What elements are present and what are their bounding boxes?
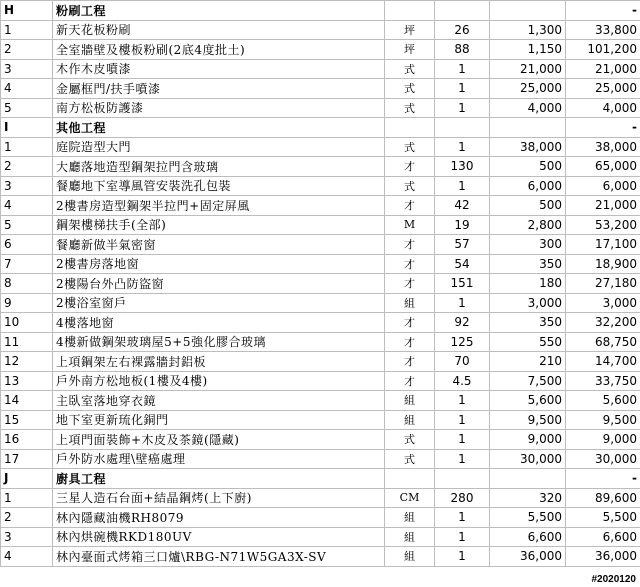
cell-price: 2,800 bbox=[490, 215, 566, 235]
section-qty-cell bbox=[435, 469, 490, 489]
cell-desc: 2樓書房造型鋼架半拉門+固定屏風 bbox=[53, 196, 385, 216]
cell-total: 27,180 bbox=[566, 274, 640, 294]
cell-no: 17 bbox=[1, 449, 53, 469]
table-row bbox=[1, 98, 640, 118]
section-price-cell bbox=[490, 469, 566, 489]
cell-unit: 式 bbox=[385, 79, 435, 99]
cell-price: 9,500 bbox=[490, 410, 566, 430]
cell-desc: 林內隱藏油機RH8079 bbox=[53, 508, 385, 528]
table-row bbox=[1, 215, 640, 235]
table-row bbox=[1, 410, 640, 430]
cell-desc: 全室牆壁及樓板粉刷(2底4度批土) bbox=[53, 40, 385, 60]
cell-no: 2 bbox=[1, 508, 53, 528]
cell-price: 300 bbox=[490, 235, 566, 255]
cell-desc: 金屬框門/扶手噴漆 bbox=[53, 79, 385, 99]
cell-price: 500 bbox=[490, 196, 566, 216]
section-code: H bbox=[1, 1, 53, 21]
cell-desc: 餐廳地下室導風管安裝洗孔包裝 bbox=[53, 176, 385, 196]
cell-price: 38,000 bbox=[490, 137, 566, 157]
cell-unit: 式 bbox=[385, 137, 435, 157]
cell-unit: 坪 bbox=[385, 40, 435, 60]
cell-desc: 鋼架樓梯扶手(全部) bbox=[53, 215, 385, 235]
cell-no: 11 bbox=[1, 332, 53, 352]
cell-unit: 式 bbox=[385, 98, 435, 118]
section-unit-cell bbox=[385, 469, 435, 489]
cell-total: 6,600 bbox=[566, 527, 640, 547]
cell-total: 18,900 bbox=[566, 254, 640, 274]
cell-total: 33,800 bbox=[566, 20, 640, 40]
cell-no: 13 bbox=[1, 371, 53, 391]
cell-qty: 280 bbox=[435, 488, 490, 508]
cell-qty: 1 bbox=[435, 79, 490, 99]
cell-price: 1,300 bbox=[490, 20, 566, 40]
cell-desc: 餐廳新做半氣密窗 bbox=[53, 235, 385, 255]
cell-total: 4,000 bbox=[566, 98, 640, 118]
cell-total: 53,200 bbox=[566, 215, 640, 235]
section-header-row bbox=[1, 118, 640, 138]
cell-no: 16 bbox=[1, 430, 53, 450]
table-row bbox=[1, 157, 640, 177]
cell-price: 350 bbox=[490, 254, 566, 274]
cell-total: 36,000 bbox=[566, 547, 640, 567]
cell-desc: 4樓新做鋼架玻璃屋5+5強化膠合玻璃 bbox=[53, 332, 385, 352]
section-header-row bbox=[1, 1, 640, 21]
cell-unit: 式 bbox=[385, 176, 435, 196]
table-row bbox=[1, 508, 640, 528]
cell-qty: 42 bbox=[435, 196, 490, 216]
cell-qty: 19 bbox=[435, 215, 490, 235]
cell-unit: 才 bbox=[385, 371, 435, 391]
cell-total: 33,750 bbox=[566, 371, 640, 391]
cell-qty: 1 bbox=[435, 527, 490, 547]
quotation-table-body bbox=[1, 1, 640, 567]
cell-qty: 1 bbox=[435, 98, 490, 118]
cell-no: 3 bbox=[1, 527, 53, 547]
cell-qty: 54 bbox=[435, 254, 490, 274]
table-row bbox=[1, 488, 640, 508]
cell-no: 4 bbox=[1, 79, 53, 99]
table-row bbox=[1, 430, 640, 450]
cell-no: 8 bbox=[1, 274, 53, 294]
cell-unit: 組 bbox=[385, 410, 435, 430]
table-row bbox=[1, 254, 640, 274]
cell-total: 38,000 bbox=[566, 137, 640, 157]
cell-price: 1,150 bbox=[490, 40, 566, 60]
cell-desc: 庭院造型大門 bbox=[53, 137, 385, 157]
cell-desc: 戶外南方松地板(1樓及4樓) bbox=[53, 371, 385, 391]
cell-qty: 1 bbox=[435, 430, 490, 450]
cell-total: 6,000 bbox=[566, 176, 640, 196]
table-row bbox=[1, 371, 640, 391]
table-row bbox=[1, 527, 640, 547]
cell-no: 7 bbox=[1, 254, 53, 274]
cell-unit: 組 bbox=[385, 391, 435, 411]
table-row bbox=[1, 274, 640, 294]
section-total-cell: - bbox=[566, 469, 640, 489]
cell-qty: 1 bbox=[435, 137, 490, 157]
section-header-row bbox=[1, 469, 640, 489]
section-unit-cell bbox=[385, 1, 435, 21]
table-row bbox=[1, 235, 640, 255]
cell-desc: 2樓陽台外凸防盜窗 bbox=[53, 274, 385, 294]
cell-no: 3 bbox=[1, 59, 53, 79]
cell-unit: M bbox=[385, 215, 435, 235]
cell-desc: 上項門面裝飾+木皮及茶鏡(隱藏) bbox=[53, 430, 385, 450]
cell-price: 7,500 bbox=[490, 371, 566, 391]
section-price-cell bbox=[490, 1, 566, 21]
cell-price: 5,500 bbox=[490, 508, 566, 528]
cell-desc: 新天花板粉刷 bbox=[53, 20, 385, 40]
cell-qty: 1 bbox=[435, 410, 490, 430]
section-unit-cell bbox=[385, 118, 435, 138]
cell-no: 5 bbox=[1, 215, 53, 235]
cell-qty: 1 bbox=[435, 176, 490, 196]
cell-desc: 2樓浴室窗戶 bbox=[53, 293, 385, 313]
cell-unit: 式 bbox=[385, 449, 435, 469]
cell-total: 3,000 bbox=[566, 293, 640, 313]
image-id-stamp: #2020120 bbox=[591, 574, 636, 585]
table-row bbox=[1, 547, 640, 567]
table-row bbox=[1, 332, 640, 352]
cell-no: 15 bbox=[1, 410, 53, 430]
cell-qty: 92 bbox=[435, 313, 490, 333]
cell-unit: 式 bbox=[385, 59, 435, 79]
table-row bbox=[1, 176, 640, 196]
cell-unit: 才 bbox=[385, 332, 435, 352]
cell-desc: 南方松板防護漆 bbox=[53, 98, 385, 118]
cell-price: 320 bbox=[490, 488, 566, 508]
section-qty-cell bbox=[435, 1, 490, 21]
cell-no: 1 bbox=[1, 488, 53, 508]
table-row bbox=[1, 352, 640, 372]
cell-total: 5,600 bbox=[566, 391, 640, 411]
cell-no: 6 bbox=[1, 235, 53, 255]
cell-no: 2 bbox=[1, 157, 53, 177]
cell-desc: 上項鋼架左右裸露牆封鋁板 bbox=[53, 352, 385, 372]
table-row bbox=[1, 293, 640, 313]
cell-qty: 151 bbox=[435, 274, 490, 294]
cell-desc: 4樓落地窗 bbox=[53, 313, 385, 333]
cell-unit: 式 bbox=[385, 430, 435, 450]
cell-price: 36,000 bbox=[490, 547, 566, 567]
cell-no: 14 bbox=[1, 391, 53, 411]
cell-unit: 才 bbox=[385, 352, 435, 372]
section-total-cell: - bbox=[566, 118, 640, 138]
table-row bbox=[1, 79, 640, 99]
cell-unit: 坪 bbox=[385, 20, 435, 40]
section-title: 其他工程 bbox=[53, 118, 385, 138]
table-row bbox=[1, 449, 640, 469]
cell-unit: 才 bbox=[385, 235, 435, 255]
cell-qty: 1 bbox=[435, 391, 490, 411]
cell-no: 1 bbox=[1, 137, 53, 157]
section-code: J bbox=[1, 469, 53, 489]
table-row bbox=[1, 391, 640, 411]
cell-unit: 組 bbox=[385, 293, 435, 313]
cell-price: 21,000 bbox=[490, 59, 566, 79]
cell-no: 4 bbox=[1, 196, 53, 216]
cell-qty: 57 bbox=[435, 235, 490, 255]
cell-no: 3 bbox=[1, 176, 53, 196]
table-row bbox=[1, 20, 640, 40]
cell-price: 30,000 bbox=[490, 449, 566, 469]
cell-unit: 才 bbox=[385, 254, 435, 274]
section-title: 粉刷工程 bbox=[53, 1, 385, 21]
cell-desc: 主臥室落地穿衣鏡 bbox=[53, 391, 385, 411]
table-row bbox=[1, 137, 640, 157]
table-row bbox=[1, 313, 640, 333]
cell-qty: 1 bbox=[435, 449, 490, 469]
cell-price: 9,000 bbox=[490, 430, 566, 450]
cell-price: 500 bbox=[490, 157, 566, 177]
cell-qty: 26 bbox=[435, 20, 490, 40]
cell-unit: 組 bbox=[385, 547, 435, 567]
cell-unit: 才 bbox=[385, 313, 435, 333]
cell-qty: 70 bbox=[435, 352, 490, 372]
cell-qty: 1 bbox=[435, 59, 490, 79]
cell-total: 21,000 bbox=[566, 59, 640, 79]
cell-total: 25,000 bbox=[566, 79, 640, 99]
cell-total: 17,100 bbox=[566, 235, 640, 255]
section-price-cell bbox=[490, 118, 566, 138]
cell-desc: 林內臺面式烤箱三口爐\RBG-N71W5GA3X-SV bbox=[53, 547, 385, 567]
section-total-cell: - bbox=[566, 1, 640, 21]
cell-price: 5,600 bbox=[490, 391, 566, 411]
cell-price: 3,000 bbox=[490, 293, 566, 313]
cell-unit: CM bbox=[385, 488, 435, 508]
cell-total: 68,750 bbox=[566, 332, 640, 352]
cell-total: 21,000 bbox=[566, 196, 640, 216]
cell-unit: 組 bbox=[385, 508, 435, 528]
section-title: 廚具工程 bbox=[53, 469, 385, 489]
cell-unit: 組 bbox=[385, 527, 435, 547]
cell-total: 14,700 bbox=[566, 352, 640, 372]
cell-desc: 戶外防水處理\壁癌處理 bbox=[53, 449, 385, 469]
cell-no: 5 bbox=[1, 98, 53, 118]
cell-total: 101,200 bbox=[566, 40, 640, 60]
cell-no: 4 bbox=[1, 547, 53, 567]
cell-desc: 大廳落地造型鋼架拉門含玻璃 bbox=[53, 157, 385, 177]
table-row bbox=[1, 40, 640, 60]
cell-desc: 2樓書房落地窗 bbox=[53, 254, 385, 274]
cell-price: 4,000 bbox=[490, 98, 566, 118]
cell-no: 10 bbox=[1, 313, 53, 333]
section-qty-cell bbox=[435, 118, 490, 138]
section-code: I bbox=[1, 118, 53, 138]
cell-total: 9,000 bbox=[566, 430, 640, 450]
cell-qty: 1 bbox=[435, 293, 490, 313]
cell-qty: 4.5 bbox=[435, 371, 490, 391]
cell-no: 2 bbox=[1, 40, 53, 60]
cell-qty: 125 bbox=[435, 332, 490, 352]
cell-price: 350 bbox=[490, 313, 566, 333]
cell-desc: 林內烘碗機RKD180UV bbox=[53, 527, 385, 547]
cell-no: 1 bbox=[1, 20, 53, 40]
table-row bbox=[1, 59, 640, 79]
cell-unit: 才 bbox=[385, 196, 435, 216]
cell-desc: 三星人造石台面+結晶鋼烤(上下廚) bbox=[53, 488, 385, 508]
cell-total: 9,500 bbox=[566, 410, 640, 430]
cell-total: 30,000 bbox=[566, 449, 640, 469]
cell-qty: 1 bbox=[435, 547, 490, 567]
cell-qty: 130 bbox=[435, 157, 490, 177]
cell-unit: 才 bbox=[385, 274, 435, 294]
cell-price: 180 bbox=[490, 274, 566, 294]
cell-qty: 88 bbox=[435, 40, 490, 60]
cell-total: 5,500 bbox=[566, 508, 640, 528]
table-row bbox=[1, 196, 640, 216]
cell-desc: 地下室更新琉化銅門 bbox=[53, 410, 385, 430]
cell-total: 32,200 bbox=[566, 313, 640, 333]
cell-price: 6,600 bbox=[490, 527, 566, 547]
cell-total: 89,600 bbox=[566, 488, 640, 508]
cell-price: 550 bbox=[490, 332, 566, 352]
cell-qty: 1 bbox=[435, 508, 490, 528]
cell-no: 9 bbox=[1, 293, 53, 313]
cell-price: 25,000 bbox=[490, 79, 566, 99]
cell-desc: 木作木皮噴漆 bbox=[53, 59, 385, 79]
cell-price: 210 bbox=[490, 352, 566, 372]
cell-price: 6,000 bbox=[490, 176, 566, 196]
cell-no: 12 bbox=[1, 352, 53, 372]
cell-total: 65,000 bbox=[566, 157, 640, 177]
cell-unit: 才 bbox=[385, 157, 435, 177]
